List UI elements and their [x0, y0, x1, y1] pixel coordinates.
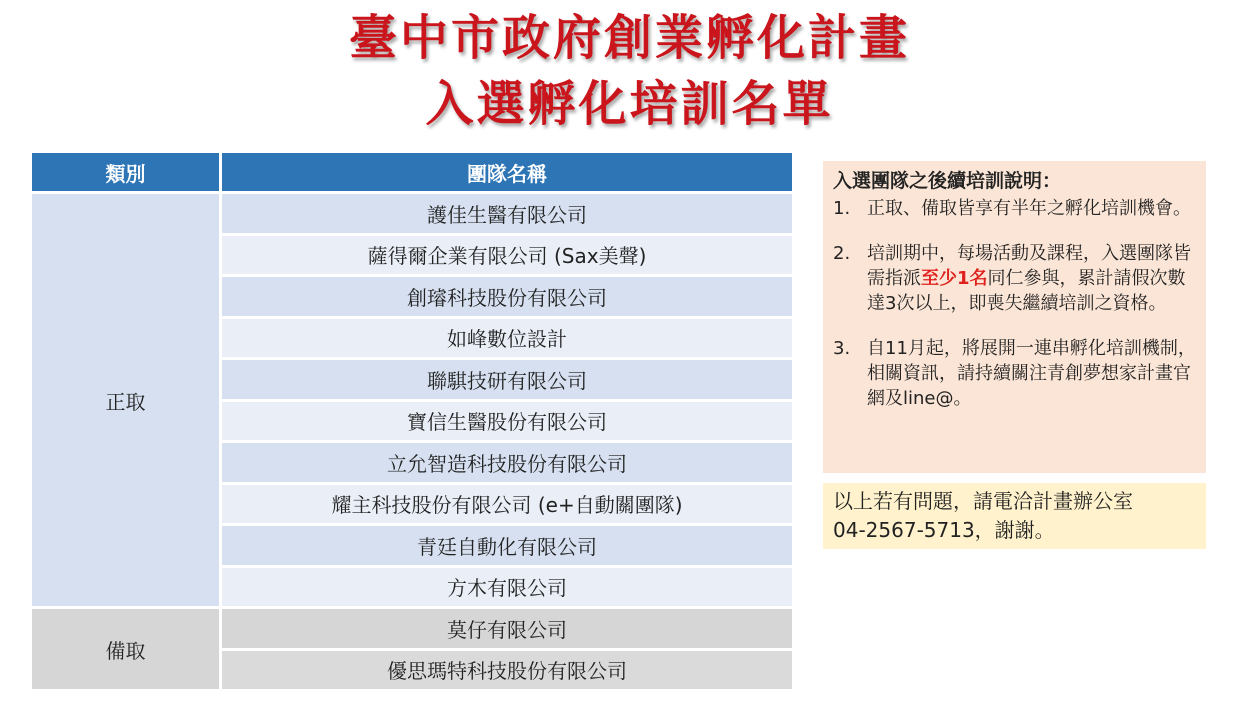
team-name-cell: 莫仔有限公司: [222, 609, 792, 651]
table-row: [32, 609, 792, 651]
team-name-cell: 方木有限公司: [222, 568, 792, 610]
header-category: 類別: [32, 153, 222, 194]
notes-highlight: 至少1名: [921, 268, 988, 289]
team-name-cell: 護佳生醫有限公司: [222, 194, 792, 236]
team-name-cell: 聯騏技研有限公司: [222, 360, 792, 402]
notes-list: [833, 196, 1196, 411]
contact-line-2: 04-2567-5713，謝謝。: [833, 518, 1055, 542]
team-name-cell: 耀主科技股份有限公司 (e+自動關團隊): [222, 485, 792, 527]
team-name-cell: 立允智造科技股份有限公司: [222, 443, 792, 485]
team-name-cell: 薩得爾企業有限公司 (Sax美聲): [222, 236, 792, 278]
notes-item: [833, 241, 1196, 316]
notes-item: [833, 336, 1196, 411]
notes-item-number: 1.: [833, 198, 851, 219]
notes-item-text-pre: 培訓期中，每場活動及課程，入選團隊皆需指派: [867, 243, 1191, 289]
notes-item-number: 3.: [833, 338, 851, 359]
training-notes-panel: [823, 161, 1206, 473]
team-name-cell: 創璿科技股份有限公司: [222, 277, 792, 319]
team-name-cell: 優思瑪特科技股份有限公司: [222, 651, 792, 693]
category-cell: 正取: [32, 194, 222, 609]
team-roster-table: [32, 153, 792, 692]
page-title: 臺中市政府創業孵化計畫: [348, 10, 910, 66]
team-name-cell: 青廷自動化有限公司: [222, 526, 792, 568]
page-subtitle: 入選孵化培訓名單: [425, 76, 834, 132]
notes-title: 入選團隊之後續培訓說明：: [833, 170, 1062, 192]
notes-item-text-post: 同仁參與，累計請假次數達3次以上，即喪失繼續培訓之資格。: [867, 268, 1186, 314]
table-header-row: [32, 153, 792, 194]
notes-item-number: 2.: [833, 243, 851, 264]
header-team-name: 團隊名稱: [222, 153, 792, 194]
contact-line-1: 以上若有問題，請電洽計畫辦公室: [833, 489, 1133, 513]
notes-item-text: 自11月起，將展開一連串孵化培訓機制，相關資訊，請持續關注青創夢想家計畫官網及line@。: [867, 338, 1196, 409]
contact-box: [823, 483, 1206, 549]
notes-item: [833, 196, 1196, 221]
category-cell: 備取: [32, 609, 222, 692]
notes-item-text: 正取、備取皆享有半年之孵化培訓機會。: [867, 198, 1191, 219]
team-name-cell: 如峰數位設計: [222, 319, 792, 361]
table-row: [32, 194, 792, 236]
notes-item-text: [867, 241, 1196, 316]
team-name-cell: 寶信生醫股份有限公司: [222, 402, 792, 444]
